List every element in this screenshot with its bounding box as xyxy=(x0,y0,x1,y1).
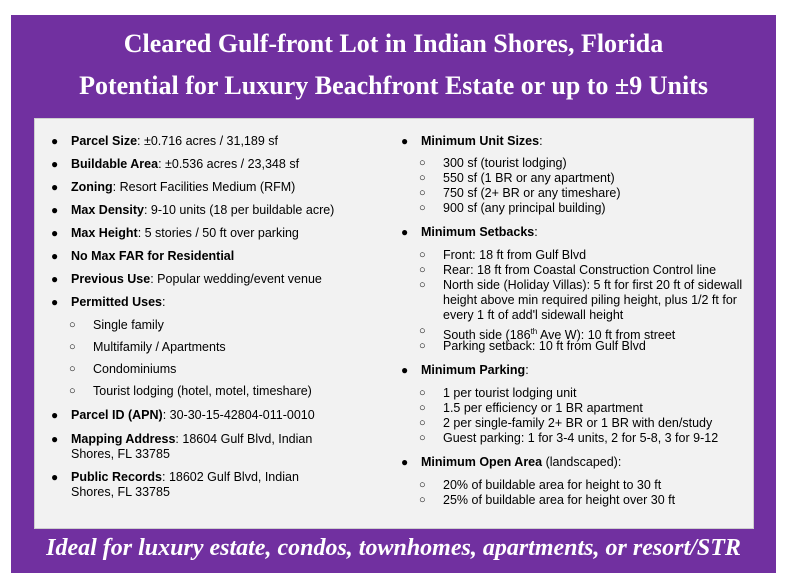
bullet-icon: ● xyxy=(51,272,59,286)
permitted-use-text: Condominiums xyxy=(93,362,177,376)
title-line-2: Potential for Luxury Beachfront Estate or up to ±9 Units xyxy=(79,71,708,100)
public-records-value: : 18602 Gulf Blvd, Indian xyxy=(162,470,299,484)
public-records-label: Public Records xyxy=(71,470,162,484)
unit-size-text: 550 sf (1 BR or any apartment) xyxy=(443,171,615,185)
bullet-icon: ● xyxy=(401,363,409,377)
open-area-text: 20% of buildable area for height to 30 ft xyxy=(443,478,662,492)
minimum-open-area-value: (landscaped): xyxy=(542,455,622,469)
minimum-parking-colon: : xyxy=(525,363,529,377)
parcel-id-label: Parcel ID (APN) xyxy=(71,408,163,422)
bullet-icon: ● xyxy=(51,295,59,309)
setback-north-line2: height above min required piling height, plus 1/2 ft for xyxy=(443,293,737,307)
title-line-1: Cleared Gulf-front Lot in Indian Shores, Florida xyxy=(123,29,664,58)
sub-bullet-icon: ○ xyxy=(419,279,426,291)
no-max-far-label: No Max FAR for Residential xyxy=(71,249,235,263)
sub-bullet-icon: ○ xyxy=(419,157,426,169)
permitted-uses-colon: : xyxy=(162,295,166,309)
unit-size-text: 300 sf (tourist lodging) xyxy=(443,156,567,170)
sub-bullet-icon: ○ xyxy=(419,187,426,199)
bullet-icon: ● xyxy=(51,157,59,171)
parcel-id-value: : 30-30-15-42804-011-0010 xyxy=(162,408,315,422)
bullet-icon: ● xyxy=(51,134,59,148)
zoning-label: Zoning xyxy=(71,180,113,194)
parking-text: 1 per tourist lodging unit xyxy=(443,386,577,400)
unit-size-text: 750 sf (2+ BR or any timeshare) xyxy=(443,186,621,200)
zoning-value: : Resort Facilities Medium (RFM) xyxy=(112,180,296,194)
bullet-icon: ● xyxy=(401,134,409,148)
sub-bullet-icon: ○ xyxy=(419,172,426,184)
unit-size-text: 900 sf (any principal building) xyxy=(443,201,606,215)
permitted-use-text: Tourist lodging (hotel, motel, timeshare) xyxy=(93,384,312,398)
previous-use-label: Previous Use xyxy=(71,272,151,286)
setback-text: Parking setback: 10 ft from Gulf Blvd xyxy=(443,339,646,353)
setback-south-b: Ave W): 10 ft from street xyxy=(537,328,676,343)
setback-north-line3: every 1 ft of add'l sidewall height xyxy=(443,308,624,322)
details-panel xyxy=(34,118,754,529)
permitted-uses-label: Permitted Uses xyxy=(71,295,163,309)
sub-bullet-icon: ○ xyxy=(69,385,76,397)
permitted-use-text: Single family xyxy=(93,318,164,332)
parking-text: 2 per single-family 2+ BR or 1 BR with den/study xyxy=(443,416,713,430)
minimum-parking-label: Minimum Parking xyxy=(421,363,526,377)
bullet-icon: ● xyxy=(51,470,59,484)
sub-bullet-icon: ○ xyxy=(419,202,426,214)
sub-bullet-icon: ○ xyxy=(419,264,426,276)
sub-bullet-icon: ○ xyxy=(69,363,76,375)
footer-tagline: Ideal for luxury estate, condos, townhomes, apartments, or resort/STR xyxy=(46,535,741,561)
setback-text: Rear: 18 ft from Coastal Construction Control line xyxy=(443,263,717,277)
parcel-size-value: : ±0.716 acres / 31,189 sf xyxy=(137,134,278,148)
max-density-label: Max Density xyxy=(71,203,144,217)
sub-bullet-icon: ○ xyxy=(419,340,426,352)
sub-bullet-icon: ○ xyxy=(419,494,426,506)
sub-bullet-icon: ○ xyxy=(69,319,76,331)
setback-north-line1: North side (Holiday Villas): 5 ft for first 20 ft of sidewall xyxy=(443,278,743,292)
sub-bullet-icon: ○ xyxy=(419,417,426,429)
bullet-icon: ● xyxy=(51,249,59,263)
minimum-unit-sizes-colon: : xyxy=(539,134,543,148)
bullet-icon: ● xyxy=(401,225,409,239)
minimum-setbacks-colon: : xyxy=(534,225,538,239)
max-height-label: Max Height xyxy=(71,226,138,240)
title-block xyxy=(11,23,776,107)
sub-bullet-icon: ○ xyxy=(419,432,426,444)
sub-bullet-icon: ○ xyxy=(419,325,426,337)
sub-bullet-icon: ○ xyxy=(419,387,426,399)
permitted-use-text: Multifamily / Apartments xyxy=(93,340,226,354)
public-records-value-line2: Shores, FL 33785 xyxy=(71,485,170,499)
sub-bullet-icon: ○ xyxy=(69,341,76,353)
buildable-area-value: : ±0.536 acres / 23,348 sf xyxy=(158,157,300,171)
sub-bullet-icon: ○ xyxy=(419,249,426,261)
bullet-icon: ● xyxy=(51,180,59,194)
buildable-area-label: Buildable Area xyxy=(71,157,159,171)
bullet-icon: ● xyxy=(51,226,59,240)
minimum-setbacks-label: Minimum Setbacks xyxy=(421,225,535,239)
open-area-text: 25% of buildable area for height over 30 ft xyxy=(443,493,676,507)
bullet-icon: ● xyxy=(401,455,409,469)
minimum-unit-sizes-label: Minimum Unit Sizes xyxy=(421,134,540,148)
mapping-address-value-line2: Shores, FL 33785 xyxy=(71,447,170,461)
mapping-address-value: : 18604 Gulf Blvd, Indian xyxy=(175,432,313,446)
parking-text: 1.5 per efficiency or 1 BR apartment xyxy=(443,401,643,415)
max-height-value: : 5 stories / 50 ft over parking xyxy=(137,226,299,240)
previous-use-value: : Popular wedding/event venue xyxy=(150,272,322,286)
minimum-open-area-label: Minimum Open Area xyxy=(421,455,543,469)
bullet-icon: ● xyxy=(51,203,59,217)
listing-card xyxy=(11,15,776,573)
setback-text: Front: 18 ft from Gulf Blvd xyxy=(443,248,587,262)
sub-bullet-icon: ○ xyxy=(419,402,426,414)
parcel-size-label: Parcel Size xyxy=(71,134,138,148)
max-density-value: : 9-10 units (18 per buildable acre) xyxy=(143,203,335,217)
bullet-icon: ● xyxy=(51,432,59,446)
bullet-icon: ● xyxy=(51,408,59,422)
mapping-address-label: Mapping Address xyxy=(71,432,176,446)
sub-bullet-icon: ○ xyxy=(419,479,426,491)
setback-south-a: South side (186 xyxy=(443,328,531,343)
parking-text: Guest parking: 1 for 3-4 units, 2 for 5-8, 3 for 9-12 xyxy=(443,431,719,445)
setback-south-sup: th xyxy=(530,327,538,336)
